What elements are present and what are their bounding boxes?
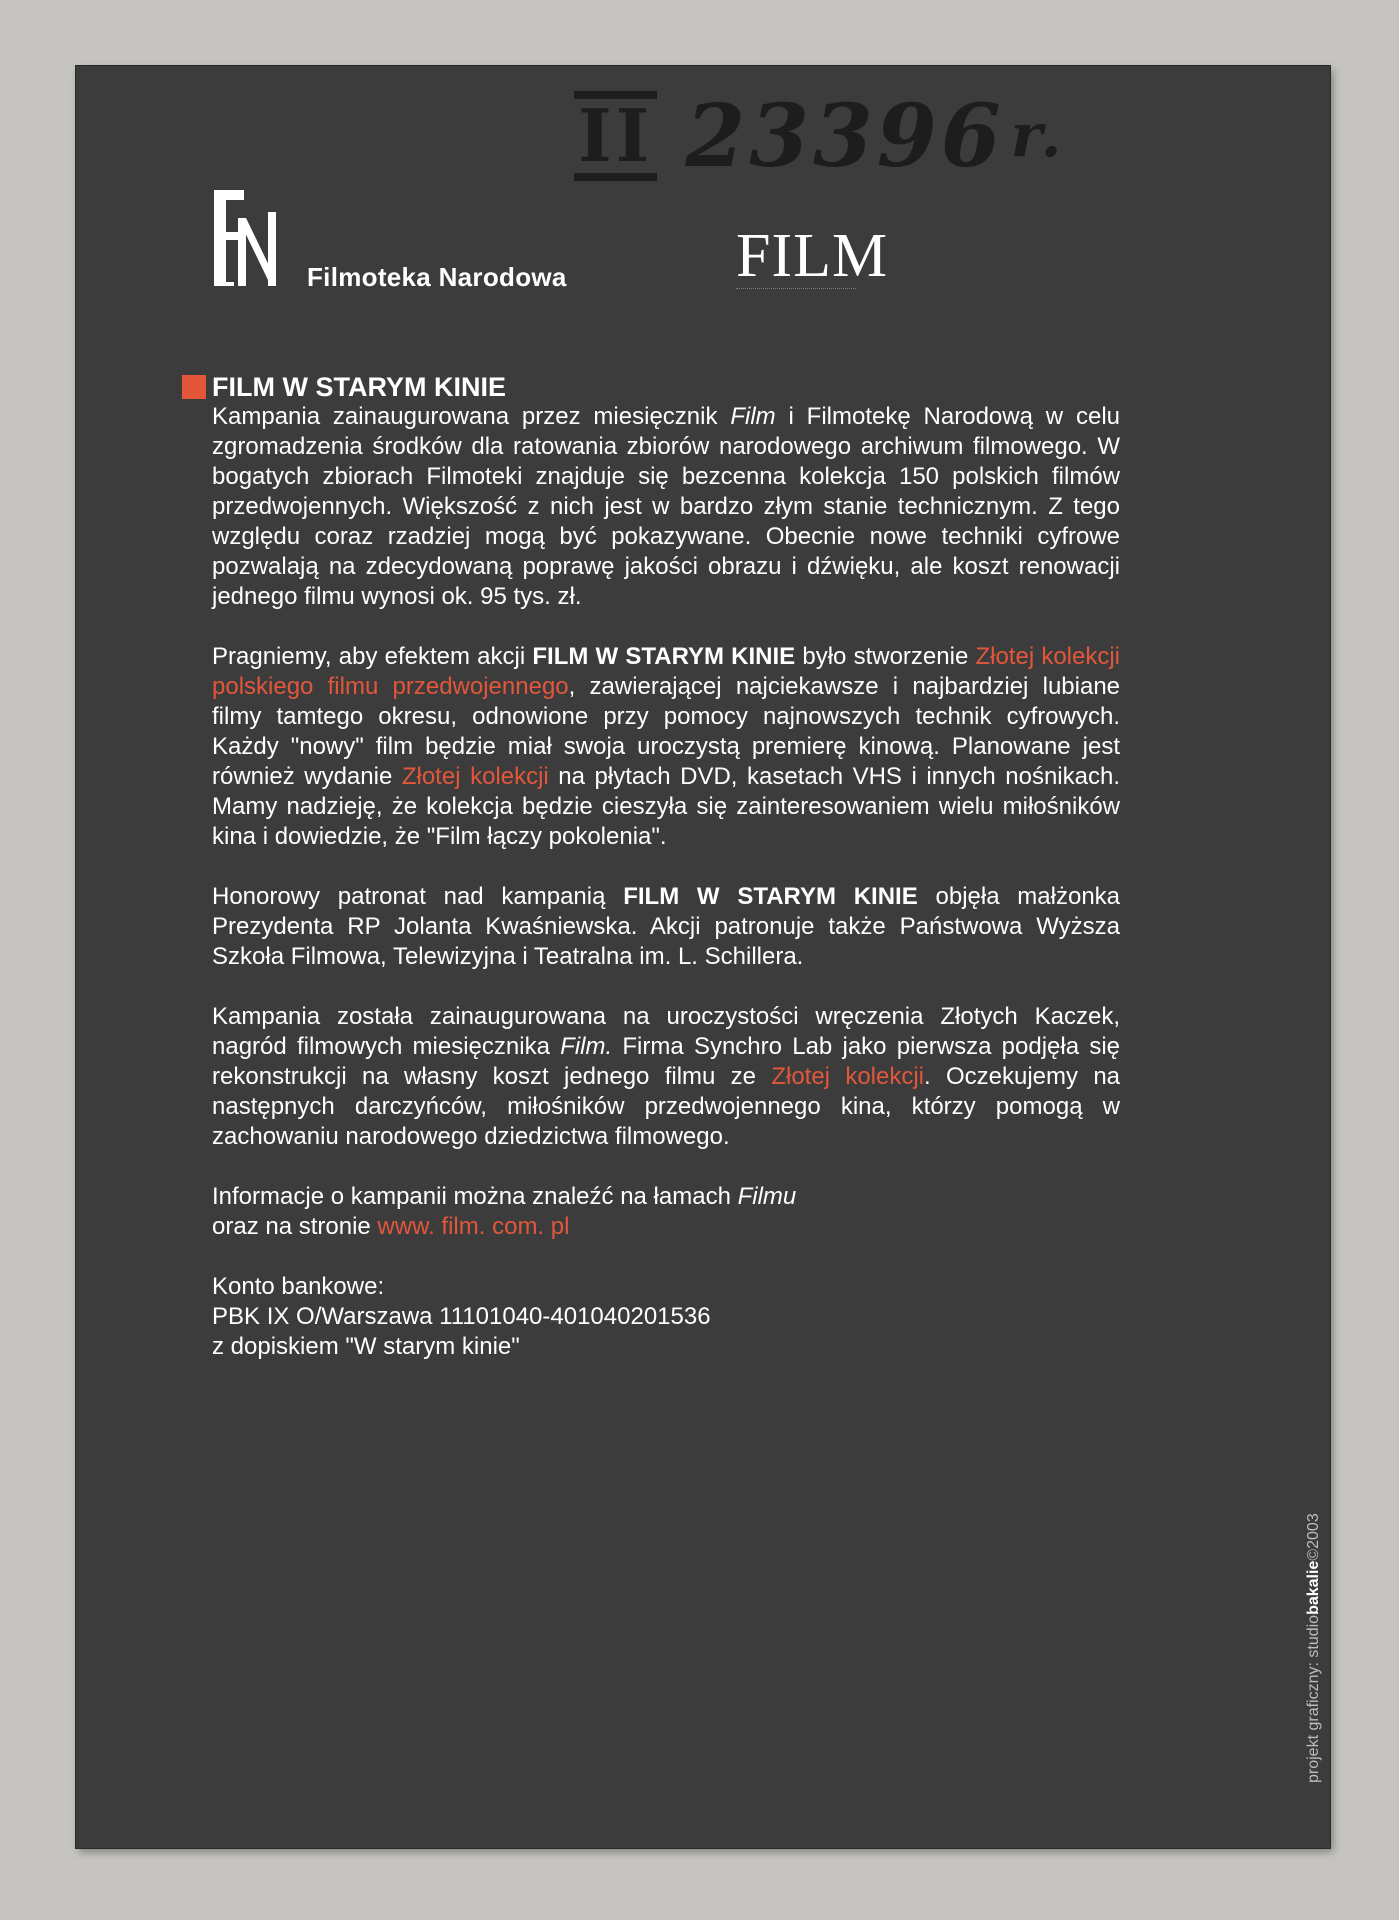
paragraph-inauguration: Kampania została zainaugurowana na uroczystości wręczenia Złotych Kaczek, nagród filmowych miesięcznika Film. Firma Synchro Lab jako pierwsza podjęła się rekonstrukcji na własny koszt jednego filmu ze Złotej kolekcji. Oczekujemy na następnych darczyńców, miłośników przedwojennego kina, którzy pomogą w zachowaniu narodowego dziedzictwa filmowego.: [212, 1003, 1121, 1150]
film-title-italic: Film: [730, 403, 776, 430]
paragraph-info: Informacje o kampanii można znaleźć na łamach Filmu oraz na stronie www. film. com. pl: [212, 1183, 797, 1240]
paragraph-bank-account: [212, 1272, 1120, 1362]
design-credit: projekt graficzny: studiobakalie©2003: [1305, 1513, 1322, 1783]
golden-collection-highlight: Złotej kolekcji polskiego filmu przedwojennego: [212, 643, 1121, 700]
film-magazine-logo: FILM: [736, 222, 889, 290]
main-content: [212, 372, 1120, 1362]
stamp-suffix: r.: [1010, 101, 1066, 171]
paragraph-goal: Pragniemy, aby efektem akcji FILM W STARYM KINIE było stworzenie Złotej kolekcji polskiego filmu przedwojennego, zawierającej najciekawsze i najbardziej lubiane filmy tamtego okresu, odnowione przy pomocy najnowszych technik cyfrowych. Każdy "nowy" film będzie miał swoja uroczystą premierę kinową. Planowane jest również wydanie Złotej kolekcji na płytach DVD, kasetach VHS i innych nośnikach. Mamy nadzieję, że kolekcja będzie cieszyła się zainteresowaniem wielu miłośników kina i dowiedzie, że "Film łączy pokolenia".: [212, 643, 1121, 850]
paragraph-intro: Kampania zainaugurowana przez miesięcznik Film i Filmotekę Narodową w celu zgromadzenia środków dla ratowania zbiorów narodowego archiwum filmowego. W bogatych zbiorach Filmoteki znajduje się bezcenna kolekcja 150 polskich filmów przedwojennych. Większość z nich jest w bardzo złym stanie technicznym. Z tego względu coraz rzadziej mogą być pokazywane. Obecnie nowe techniki cyfrowe pozwalają na zdecydowaną poprawę jakości obrazu i dźwięku, ale koszt renowacji jednego filmu wynosi ok. 95 tys. zł.: [212, 403, 1121, 610]
flyer-card: [76, 66, 1330, 1848]
stamp-roman: II: [574, 91, 657, 181]
stamp-number: 23396: [685, 85, 1005, 187]
archive-stamp: [574, 76, 1254, 196]
paragraph-patronage: Honorowy patronat nad kampanią FILM W STARYM KINIE objęła małżonka Prezydenta RP Jolanta Kwaśniewska. Akcji patronuje także Państwowa Wyższa Szkoła Filmowa, Telewizyjna i Teatralna im. L. Schillera.: [212, 883, 1121, 970]
bank-note: z dopiskiem "W starym kinie": [212, 1333, 520, 1360]
filmoteka-logo-icon: [212, 188, 284, 288]
red-square-icon: [182, 375, 206, 399]
website-link[interactable]: www. film. com. pl: [377, 1213, 570, 1240]
film-logo-tagline: [736, 288, 856, 292]
section-heading: [182, 372, 1120, 402]
filmoteka-name: Filmoteka Narodowa: [307, 262, 567, 292]
bank-account-number: PBK IX O/Warszawa 11101040-401040201536: [212, 1303, 711, 1330]
bank-label: Konto bankowe:: [212, 1273, 385, 1300]
section-title: FILM W STARYM KINIE: [212, 372, 506, 402]
golden-collection-highlight: Złotej kolekcji: [401, 763, 549, 790]
golden-collection-highlight: Złotej kolekcji: [771, 1063, 925, 1090]
